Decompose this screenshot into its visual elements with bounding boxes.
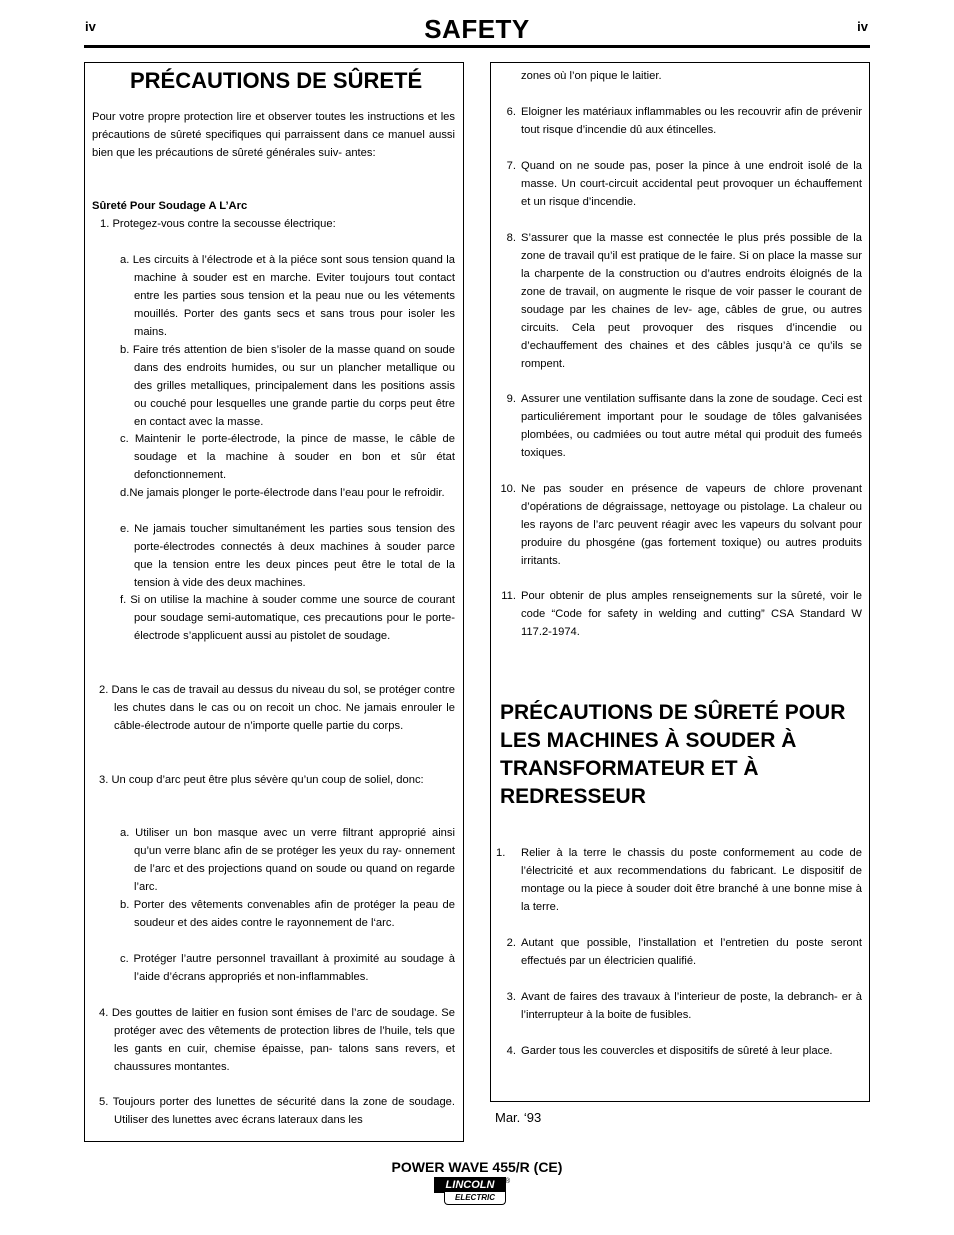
- right-item-7: Quand on ne soude pas, poser la pince à une endroit isolé de la masse. Un court-circuit accidental peut provoquer un échauffement et un risque d’incendie.: [521, 160, 862, 208]
- right-t3: Avant de faires des travaux à l’interieur de poste, la debranch- er à l’interrupteur à la boite de fusibles.: [521, 991, 862, 1021]
- left-item-1a: a. Les circuits à l’électrode et à la piéce sont sous tension quand la machine à souder est en marche. Eviter toujours tout contact entre les parties sous tension et la peau nue ou les vétements mouillés. Porter des gants secs et sans trous pour isoler les mains.: [120, 254, 455, 338]
- right-item-6-number: 6.: [506, 106, 516, 118]
- right-item-8: S’assurer que la masse est connectée le plus prés possible de la zone de travail qu’il est pratique de le faire. Si on place la masse sur la charpente de la construction ou d’autres endroits éloignés de la zone de travail, on augmente le risque de voir passer le courant de soudage par les chaines de lev- age, câbles de grue, ou autres circuits. Cela peut provoquer des risques d’incendie ou d’echauffement des chaines et des câbles jusqu’à ce qu’ils se rompent.: [521, 232, 862, 370]
- model-name: POWER WAVE 455/R (CE): [391, 1159, 563, 1175]
- page-number-right: iv: [857, 19, 868, 34]
- left-subheading: Sûreté Pour Soudage A L’Arc: [92, 200, 248, 212]
- right-item-7-number: 7.: [506, 160, 516, 172]
- left-item-3c: c. Protéger l’autre personnel travaillant à proximité au soudage à l’aide d’écrans appropriés et non-inflammables.: [120, 953, 455, 983]
- right-heading-2-line-1: PRÉCAUTIONS DE SÛRETÉ POUR: [500, 701, 846, 724]
- right-item-11: Pour obtenir de plus amples renseignements sur la sûreté, voir le code “Code for safety in welding and cutting” CSA Standard W 117.2-1974.: [521, 590, 862, 638]
- registered-mark: ®: [505, 1178, 511, 1185]
- left-heading: PRÉCAUTIONS DE SÛRETÉ: [130, 68, 423, 93]
- right-item-9-number: 9.: [506, 393, 516, 405]
- left-item-4: 4. Des gouttes de laitier en fusion sont émises de l’arc de soudage. Se protéger avec des vêtements de protection libres de l’huile, tels que les gants en cuir, chemise épaisse, pan- talons sans revers, et chaussures montantes.: [99, 1007, 455, 1073]
- lincoln-electric-logo: [434, 1177, 510, 1207]
- left-item-2: 2. Dans le cas de travail au dessus du niveau du sol, se protéger contre les chutes dans le cas ou on recoit un choc. Ne jamais enrouler le câble-électrode autour de n’importe quelle partie du corps.: [99, 684, 455, 732]
- left-item-1d: d.Ne jamais plonger le porte-électrode dans l’eau pour le refroidir.: [120, 487, 445, 499]
- right-t2-number: 2.: [506, 937, 516, 949]
- left-item-1b: b. Faire trés attention de bien s’isoler de la masse quand on soude dans des endroits humides, ou sur un plancher metallique ou des grilles metalliques, principalement dans les positions assis ou couché pour lesquelles une grande partie du corps peut être en contact avec la masse.: [120, 344, 455, 428]
- right-item-11-number: 11.: [501, 590, 516, 602]
- page-title: SAFETY: [424, 14, 530, 44]
- right-item-9: Assurer une ventilation suffisante dans la zone de soudage. Ceci est particuliérement important pour le soudage de tôles galvanisées plombées, ou cadmiées ou tout autre métal qui produit des fumeés toxiques.: [521, 393, 862, 459]
- left-item-1f: f. Si on utilise la machine à souder comme une source de courant pour soudage semi-automatique, ces precautions pour le porte-électrode s’applicuent aussi au pistolet de soudage.: [120, 594, 455, 642]
- left-item-5: 5. Toujours porter des lunettes de sécurité dans la zone de soudage. Utiliser des lunettes avec écrans lateraux dans les: [99, 1096, 455, 1126]
- right-heading-2: [500, 699, 845, 811]
- left-item-3: 3. Un coup d’arc peut être plus sévère qu’un coup de soliel, donc:: [99, 774, 424, 786]
- page-number-left: iv: [85, 19, 96, 34]
- right-t1-number: 1.: [496, 847, 506, 859]
- right-t4-number: 4.: [506, 1045, 516, 1057]
- left-item-1c: c. Maintenir le porte-électrode, la pince de masse, le câble de soudage et la machine à souder en bon et sûr état defonctionnement.: [120, 433, 455, 481]
- left-item-1e: e. Ne jamais toucher simultanément les parties sous tension des porte-électrodes connectés à deux machines à souder parce que la tension entre les deux pinces peut être le total de la tension à vide des deux machines.: [120, 523, 455, 589]
- left-item-3a: a. Utiliser un bon masque avec un verre filtrant approprié ainsi qu’un verre blanc afin de se protéger les yeux du ray- onnement de l’arc et des projections quand on soude ou quand on regarde l’arc.: [120, 827, 455, 893]
- right-heading-2-line-2: LES MACHINES À SOUDER À: [500, 729, 797, 752]
- logo-top-text: LINCOLN: [434, 1177, 506, 1193]
- header-rule: [84, 45, 870, 48]
- left-item-1: 1. Protegez-vous contre la secousse électrique:: [100, 218, 336, 230]
- right-heading-2-line-3: TRANSFORMATEUR ET À: [500, 757, 759, 780]
- right-item-5-continued: zones où l’on pique le laitier.: [521, 70, 662, 82]
- right-item-10-number: 10.: [500, 483, 516, 495]
- left-intro: Pour votre propre protection lire et observer toutes les instructions et les précautions de sûreté specifiques qui parraissent dans ce manuel aussi bien que les précautions de sûreté générales suiv- antes:: [92, 111, 455, 159]
- right-t2: Autant que possible, l’installation et l’entretien du poste seront effectués par un électricien qualifié.: [521, 937, 862, 967]
- revision-date: Mar. ‘93: [495, 1110, 542, 1125]
- right-t3-number: 3.: [506, 991, 516, 1003]
- left-item-3b: b. Porter des vêtements convenables afin de protéger la peau de soudeur et des aides contre le rayonnement de l‘arc.: [120, 899, 455, 929]
- right-item-6: Eloigner les matériaux inflammables ou les recouvrir afin de prévenir tout risque d’incendie dû aux étincelles.: [521, 106, 862, 136]
- right-t1: Relier à la terre le chassis du poste conformement au code de l’électricité et aux recommendations du fabricant. Le dispositif de montage ou la piece à souder doit être branché à une bonne mise à la terre.: [521, 847, 862, 913]
- right-item-10: Ne pas souder en présence de vapeurs de chlore provenant d’opérations de dégraissage, nettoyage ou pistolage. La chaleur ou les rayons de l’arc peuvent réagir avec les vapeurs du solvant pour produire du phosgéne (gas fortement toxique) ou autres produits irritants.: [521, 483, 862, 567]
- right-t4: Garder tous les couvercles et dispositifs de sûreté à leur place.: [521, 1045, 833, 1057]
- logo-bottom-text: ELECTRIC: [444, 1192, 506, 1205]
- right-heading-2-line-4: REDRESSEUR: [500, 785, 646, 808]
- right-item-8-number: 8.: [506, 232, 516, 244]
